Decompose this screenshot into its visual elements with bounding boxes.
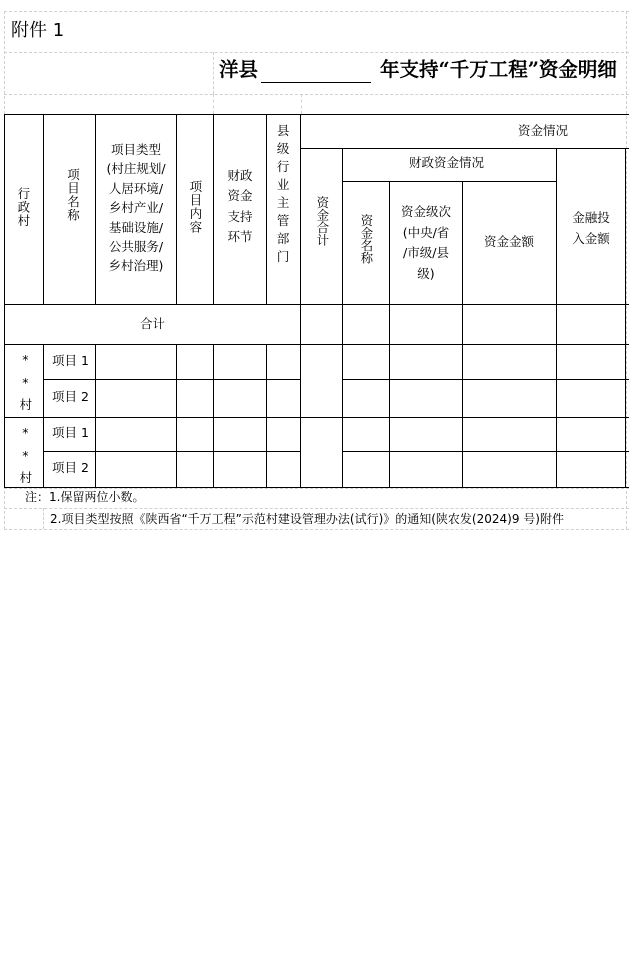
header-project-content: 项目内容 [187,180,203,234]
project-1-label: 项目 1 [52,353,89,368]
page-title-prefix: 洋县 [219,58,259,81]
header-fiscal-support: 财政 资金 支持 环节 [227,168,253,244]
note-2: 2.项目类型按照《陕西省“千万工程”示范村建设管理办法(试行)》的通知(陕农发(2024)9 号)附件 [50,512,564,526]
header-project-type: 项目类型 (村庄规划/ 人居环境/ 乡村产业/ 基础设施/ 公共服务/ 乡村治理) [106,142,166,274]
header-fund-total: 资金合计 [314,196,330,246]
header-finance-investment: 金融投 入金额 [572,210,610,246]
project-2-label: 项目 2 [52,389,89,404]
header-fund-name: 资金名称 [358,214,374,264]
header-county-department: 县级行业主管部门 [275,124,291,268]
page-title-suffix: 年支持“千万工程”资金明细 [380,58,617,81]
header-project-name: 项目名称 [65,168,81,222]
header-fund-amount: 资金金额 [484,234,535,249]
village-name: **村 [17,352,33,419]
note-1: 注：1.保留两位小数。 [25,490,145,504]
total-row-label: 合计 [140,316,166,331]
project-1-label: 项目 1 [52,425,89,440]
header-fund-situation: 资金情况 [518,123,569,138]
attachment-label: 附件 1 [11,20,65,41]
header-fiscal-fund-situation: 财政资金情况 [409,155,485,170]
title-year-blank [261,82,371,83]
village-name: **村 [17,425,33,492]
project-2-label: 项目 2 [52,460,89,475]
header-village: 行政村 [15,187,31,228]
header-fund-level: 资金级次 (中央/省 /市级/县 级) [400,204,451,281]
